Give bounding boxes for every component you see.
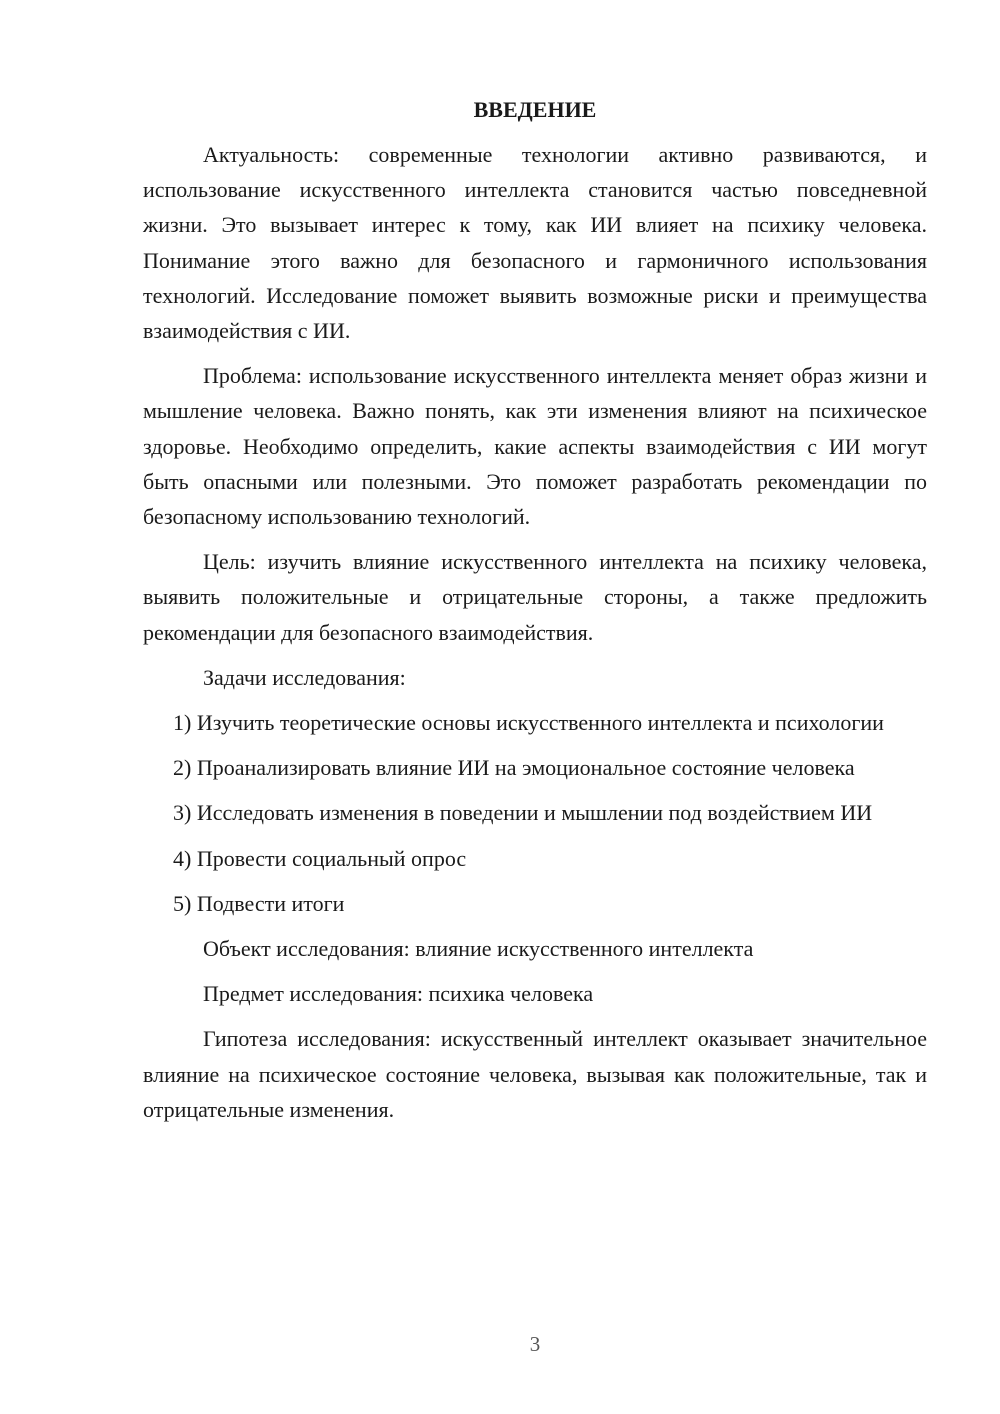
goal-paragraph: Цель: изучить влияние искусственного интеллекта на психику человека, выявить положительные и отрицательные стороны, а также предложить рекомендации для безопасного взаимодействия. (143, 549, 927, 645)
tasks-heading: Задачи исследования: (203, 664, 406, 690)
page-number: 3 (529, 1332, 541, 1356)
research-subject: Предмет исследования: психика человека (203, 981, 594, 1007)
relevance-paragraph: Актуальность: современные технологии активно развиваются, и использование искусственного интеллекта становится частью повседневной жизни. Это вызывает интерес к тому, как ИИ влияет на психику человека. Понимание этого важно для безопасного и гармоничного использования технологий. Исследование поможет выявить возможные риски и преимущества взаимодействия с ИИ. (143, 142, 927, 344)
research-object: Объект исследования: влияние искусственного интеллекта (203, 936, 754, 962)
task-item-3: 3) Исследовать изменения в поведении и мышлении под воздействием ИИ (173, 800, 873, 826)
task-item-1: 1) Изучить теоретические основы искусственного интеллекта и психологии (173, 710, 884, 736)
document-page (143, 92, 927, 1137)
task-item-2: 2) Проанализировать влияние ИИ на эмоциональное состояние человека (173, 755, 855, 781)
page-title: ВВЕДЕНИЕ (473, 97, 597, 122)
task-item-5: 5) Подвести итоги (173, 890, 345, 916)
hypothesis-paragraph: Гипотеза исследования: искусственный интеллект оказывает значительное влияние на психическое состояние человека, вызывая как положительные, так и отрицательные изменения. (143, 1026, 927, 1122)
task-item-4: 4) Провести социальный опрос (173, 845, 467, 871)
problem-paragraph: Проблема: использование искусственного интеллекта меняет образ жизни и мышление человека. Важно понять, как эти изменения влияют на психическое здоровье. Необходимо определить, какие аспекты взаимодействия с ИИ могут быть опасными или полезными. Это поможет разработать рекомендации по безопасному использованию технологий. (143, 363, 927, 530)
